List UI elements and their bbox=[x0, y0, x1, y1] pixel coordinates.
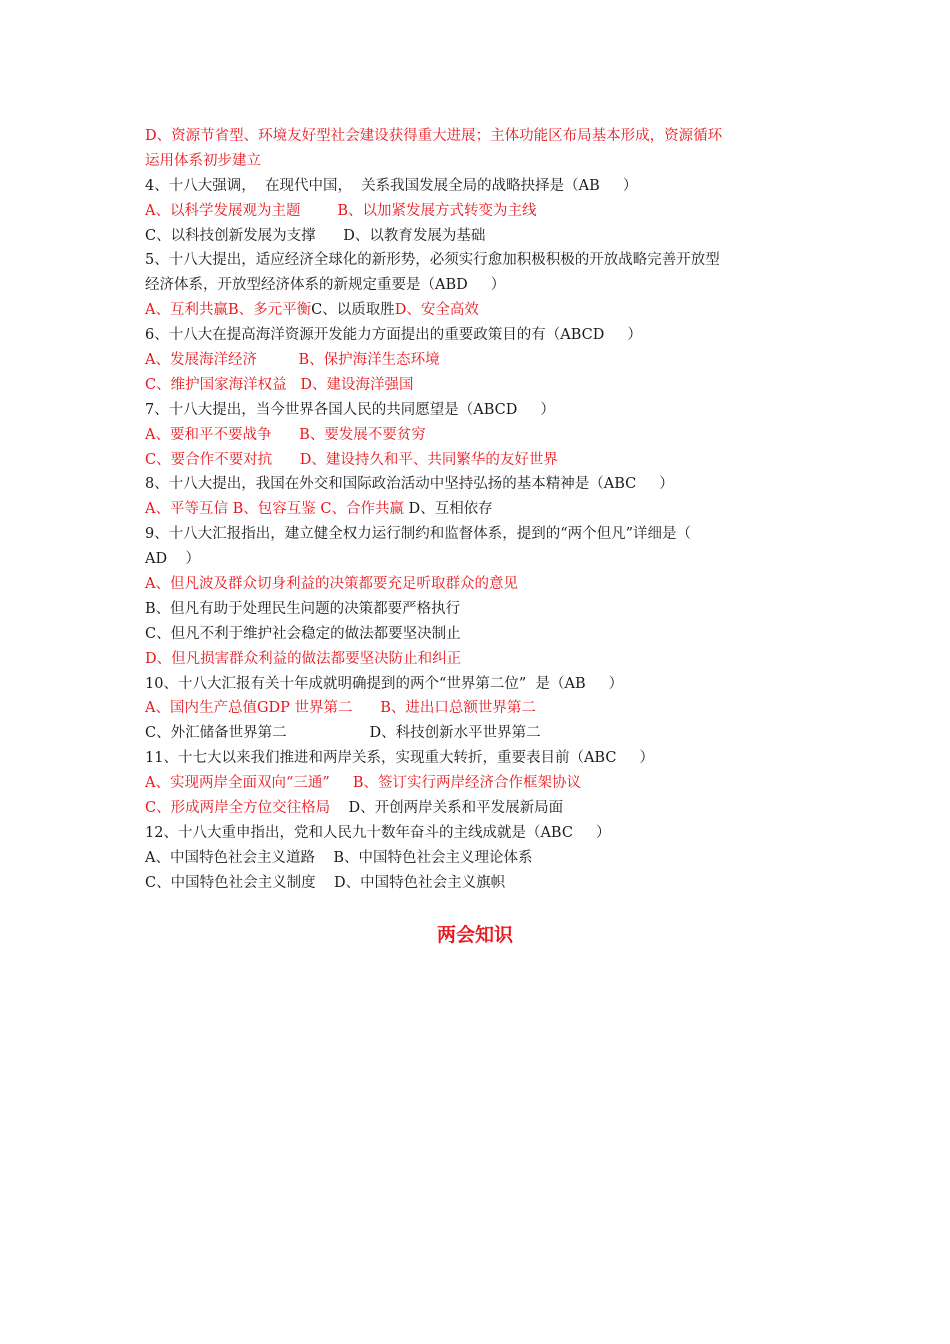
text-line bbox=[145, 199, 810, 224]
text-line bbox=[145, 423, 810, 448]
text-line bbox=[145, 821, 810, 846]
question-text: D、互相依存 bbox=[403, 501, 493, 518]
question-text: 7、十八大提出，当今世界各国人民的共同愿望是（ABCD ） bbox=[145, 401, 555, 418]
text-line bbox=[145, 224, 810, 249]
question-text: 6、十八大在提高海洋资源开发能力方面提出的重要政策目的有（ABCD ） bbox=[145, 327, 642, 344]
question-text: A、中国特色社会主义道路 B、中国特色社会主义理论体系 bbox=[145, 849, 533, 866]
question-text: 9、十八大汇报指出，建立健全权力运行制约和监督体系，提到的“两个但凡”详细是（ bbox=[145, 526, 692, 543]
text-line bbox=[145, 149, 810, 174]
question-text: 11、十七大以来我们推进和两岸关系，实现重大转折，重要表目前（ABC ） bbox=[145, 750, 654, 767]
question-text: C、但凡不利于维护社会稳定的做法都要坚决制止 bbox=[145, 625, 461, 642]
text-line bbox=[145, 771, 810, 796]
text-line bbox=[145, 647, 810, 672]
question-text: 4、十八大强调， 在现代中国， 关系我国发展全局的战略抉择是（AB ） bbox=[145, 177, 638, 194]
text-line bbox=[145, 696, 810, 721]
text-line bbox=[145, 323, 810, 348]
answer-text: A、国内生产总值GDP 世界第二 B、进出口总额世界第二 bbox=[145, 700, 536, 717]
text-line bbox=[145, 846, 810, 871]
answer-text: C、维护国家海洋权益 D、建设海洋强国 bbox=[145, 376, 414, 393]
text-line bbox=[145, 273, 810, 298]
answer-text: A、实现两岸全面双向“三通” B、签订实行两岸经济合作框架协议 bbox=[145, 775, 581, 792]
text-line bbox=[145, 448, 810, 473]
answer-text: 运用体系初步建立 bbox=[145, 152, 261, 169]
answer-text: D、安全高效 bbox=[394, 302, 479, 319]
answer-text: A、平等互信 B、包容互鉴 C、合作共赢 bbox=[145, 501, 404, 518]
question-text: B、但凡有助于处理民生问题的决策都要严格执行 bbox=[145, 600, 461, 617]
text-line bbox=[145, 796, 810, 821]
text-line bbox=[145, 622, 810, 647]
text-line bbox=[145, 497, 810, 522]
text-line bbox=[145, 597, 810, 622]
text-line bbox=[145, 672, 810, 697]
text-line bbox=[145, 124, 810, 149]
text-line bbox=[145, 871, 810, 896]
text-line bbox=[145, 746, 810, 771]
text-line bbox=[145, 248, 810, 273]
answer-text: C、形成两岸全方位交往格局 bbox=[145, 800, 331, 817]
document-body bbox=[145, 124, 810, 896]
answer-text: C、要合作不要对抗 D、建设持久和平、共同繁华的友好世界 bbox=[145, 451, 558, 468]
answer-text: A、但凡波及群众切身利益的决策都要充足听取群众的意见 bbox=[145, 576, 518, 593]
question-text: C、中国特色社会主义制度 D、中国特色社会主义旗帜 bbox=[145, 874, 506, 891]
text-line bbox=[145, 572, 810, 597]
text-line bbox=[145, 373, 810, 398]
answer-text: A、以科学发展观为主题 B、以加紧发展方式转变为主线 bbox=[145, 202, 537, 219]
section-title: 两会知识 bbox=[436, 924, 513, 946]
answer-text: D、但凡损害群众利益的做法都要坚决防止和纠正 bbox=[145, 650, 462, 667]
text-line bbox=[145, 522, 810, 547]
question-text: C、外汇储备世界第二 D、科技创新水平世界第二 bbox=[145, 725, 541, 742]
question-text: D、开创两岸关系和平发展新局面 bbox=[330, 800, 564, 817]
answer-text: D、资源节省型、环境友好型社会建设获得重大进展；主体功能区布局基本形成，资源循环 bbox=[145, 128, 723, 144]
text-line bbox=[145, 547, 810, 572]
question-text: 5、十八大提出，适应经济全球化的新形势，必须实行愈加积极积极的开放战略完善开放型 bbox=[145, 252, 720, 269]
question-text: 8、十八大提出，我国在外交和国际政治活动中坚持弘扬的基本精神是（ABC ） bbox=[145, 476, 674, 493]
question-text: AD ） bbox=[145, 551, 201, 568]
question-text: C、以科技创新发展为支撑 D、以教育发展为基础 bbox=[145, 227, 486, 244]
question-text: 经济体系，开放型经济体系的新规定重要是（ABD ） bbox=[145, 277, 506, 294]
text-line bbox=[145, 472, 810, 497]
text-line bbox=[145, 721, 810, 746]
answer-text: A、要和平不要战争 B、要发展不要贫穷 bbox=[145, 426, 426, 443]
question-text: 12、十八大重申指出，党和人民九十数年奋斗的主线成就是（ABC ） bbox=[145, 824, 611, 841]
text-line bbox=[145, 398, 810, 423]
answer-text: A、发展海洋经济 B、保护海洋生态环境 bbox=[145, 352, 440, 369]
answer-text: A、互利共赢B、多元平衡 bbox=[145, 302, 312, 319]
text-line bbox=[145, 174, 810, 199]
text-line bbox=[145, 298, 810, 323]
text-line bbox=[145, 348, 810, 373]
question-text: C、以质取胜 bbox=[311, 302, 395, 319]
question-text: 10、十八大汇报有关十年成就明确提到的两个“世界第二位” 是（AB ） bbox=[145, 675, 624, 692]
